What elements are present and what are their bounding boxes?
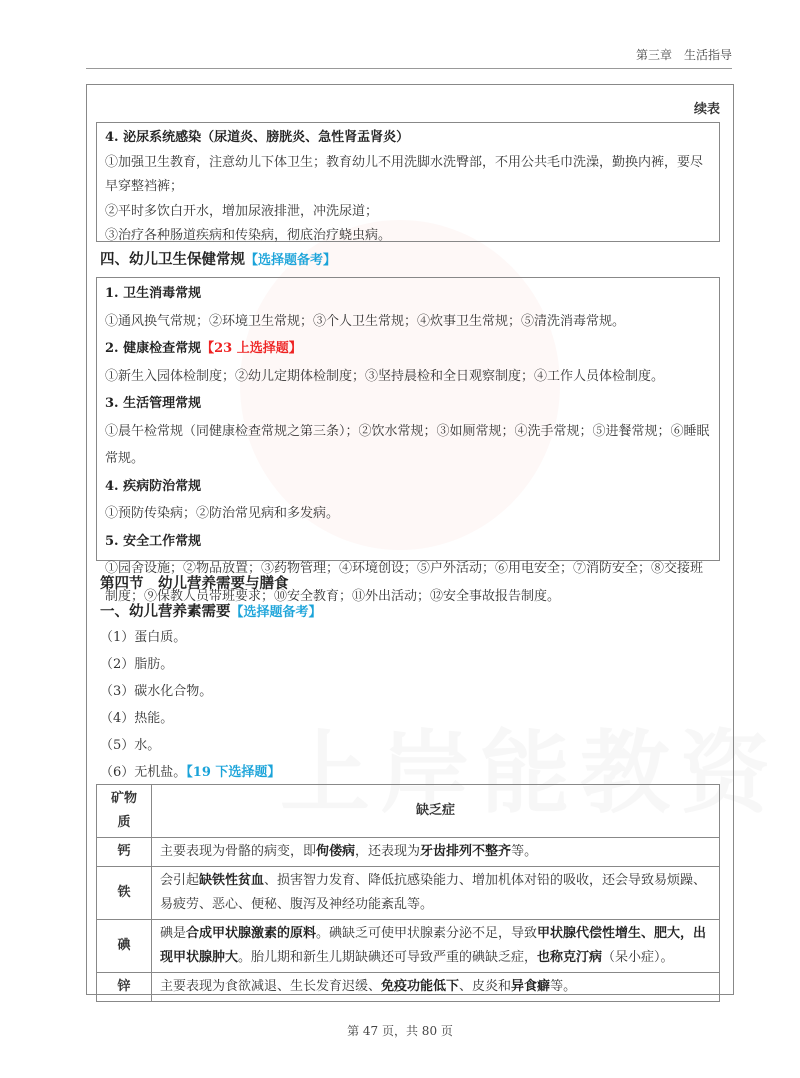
text-segment: （呆小症）。 (602, 950, 674, 965)
text-segment: ，还表现为 (355, 844, 421, 859)
header-divider (86, 68, 732, 69)
nutrients-title: 一、幼儿营养素需要 (100, 603, 231, 620)
routine-title: 1. 卫生消毒常规 (105, 286, 202, 301)
text-segment: 主要表现为骨骼的病变，即 (160, 844, 317, 859)
routine-text: ①新生入园体检制度；②幼儿定期体检制度；③坚持晨检和全日观察制度；④工作人员体检制度。 (105, 368, 665, 384)
mineral-deficiency-table (96, 784, 720, 1002)
key-term: 缺铁性贫血 (199, 873, 265, 888)
exam-tag: 【19 下选择题】 (186, 765, 281, 780)
nutrient-item: （5）水。 (100, 738, 161, 753)
deficiency-cell (152, 838, 720, 867)
routine-title: 4. 疾病防治常规 (105, 478, 202, 494)
routine-title: 5. 安全工作常规 (105, 533, 202, 549)
mineral-cell: 碘 (97, 920, 152, 973)
text-segment: 。胎儿期和新生儿期缺碘还可导致严重的碘缺乏症， (238, 950, 538, 965)
table-row (97, 973, 720, 1002)
routine-title: 3. 生活管理常规 (105, 396, 202, 411)
deficiency-cell (152, 973, 720, 1002)
nutrient-item: （3）碳水化合物。 (100, 684, 213, 699)
key-term: 异食癖 (511, 979, 551, 994)
nutrients-heading (100, 600, 322, 621)
nutrient-item: （4）热能。 (100, 711, 174, 726)
key-term: 甲状腺代偿性增生、肥大，出现甲状腺肿大 (160, 926, 707, 965)
text-segment: 、皮炎和 (459, 979, 512, 994)
uti-box (96, 122, 720, 242)
mineral-cell: 钙 (97, 838, 152, 867)
mineral-cell: 锌 (97, 973, 152, 1002)
table-row (97, 920, 720, 973)
nutrient-item: （2）脂肪。 (100, 657, 174, 672)
key-term: 佝偻病 (316, 844, 356, 859)
key-term: 也称克汀病 (537, 950, 603, 965)
text-segment: 碘是 (160, 926, 187, 941)
column-header: 缺乏症 (152, 785, 720, 838)
text-segment: 等。 (511, 844, 538, 859)
nutrient-item (100, 761, 280, 780)
table-header-row (97, 785, 720, 838)
routine-title-text: 2. 健康检查常规 (105, 341, 202, 356)
exam-tag: 【选择题备考】 (230, 605, 322, 620)
routine-text: ①通风换气常规；②环境卫生常规；③个人卫生常规；④炊事卫生常规；⑤清洗消毒常规。 (105, 313, 626, 329)
chapter-header: 第三章 生活指导 (635, 48, 732, 62)
uti-line: ①加强卫生教育，注意幼儿下体卫生；教育幼儿不用洗脚水洗臀部，不用公共毛巾洗澡，勤换内裤，要尽早穿整裆裤； (105, 154, 704, 194)
routine-title (105, 335, 711, 363)
deficiency-cell (152, 867, 720, 920)
text-segment: 等。 (550, 979, 577, 994)
nutrient-item: （1）蛋白质。 (100, 630, 187, 645)
routine-text: ①预防传染病；②防治常见病和多发病。 (105, 506, 340, 521)
section-title: 四、幼儿卫生保健常规 (100, 251, 245, 268)
continued-label: 续表 (693, 102, 720, 117)
routine-text: ①晨午检常规（同健康检查常规之第三条）；②饮水常规；③如厕常规；④洗手常规；⑤进餐常规；⑥睡眠常规。 (105, 423, 710, 466)
table-row (97, 838, 720, 867)
key-term: 免疫功能低下 (381, 979, 460, 994)
table-row (97, 867, 720, 920)
text-segment: 、损害智力发育、降低抗感染能力、增加机体对铅的吸收，还会导致易烦躁、易疲劳、恶心、便秘、腹泻及神经功能紊乱等。 (160, 873, 707, 912)
mineral-cell: 铁 (97, 867, 152, 920)
text-segment: 主要表现为食欲减退、生长发育迟缓、 (160, 979, 382, 994)
text-segment: 会引起 (160, 873, 200, 888)
uti-line: ②平时多饮白开水，增加尿液排泄，冲洗尿道； (105, 203, 379, 219)
page-number: 第 47 页，共 80 页 (347, 1024, 453, 1038)
text-segment: 。碘缺乏可使甲状腺素分泌不足，导致 (316, 926, 538, 941)
uti-line: ③治疗各种肠道疾病和传染病，彻底治疗蛲虫病。 (105, 228, 392, 243)
section-heading (100, 248, 336, 269)
routine-text: ①园舍设施；②物品放置；③药物管理；④环境创设；⑤户外活动；⑥用电安全；⑦消防安全；⑧交接班制度；⑨保教人员带班要求；⑩安全教育；⑪外出活动；⑫安全事故报告制度。 (105, 561, 704, 604)
exam-tag: 【选择题备考】 (245, 253, 337, 268)
nutrient-item-text: （6）无机盐。 (100, 765, 187, 780)
key-term: 牙齿排列不整齐 (420, 844, 512, 859)
exam-tag: 【23 上选择题】 (201, 341, 302, 356)
deficiency-cell (152, 920, 720, 973)
column-header: 矿物质 (97, 785, 152, 838)
uti-title: 4. 泌尿系统感染（尿道炎、膀胱炎、急性肾盂肾炎） (105, 130, 410, 145)
section-node-title: 第四节 幼儿营养需要与膳食 (100, 575, 289, 592)
key-term: 合成甲状腺激素的原料 (186, 926, 317, 941)
